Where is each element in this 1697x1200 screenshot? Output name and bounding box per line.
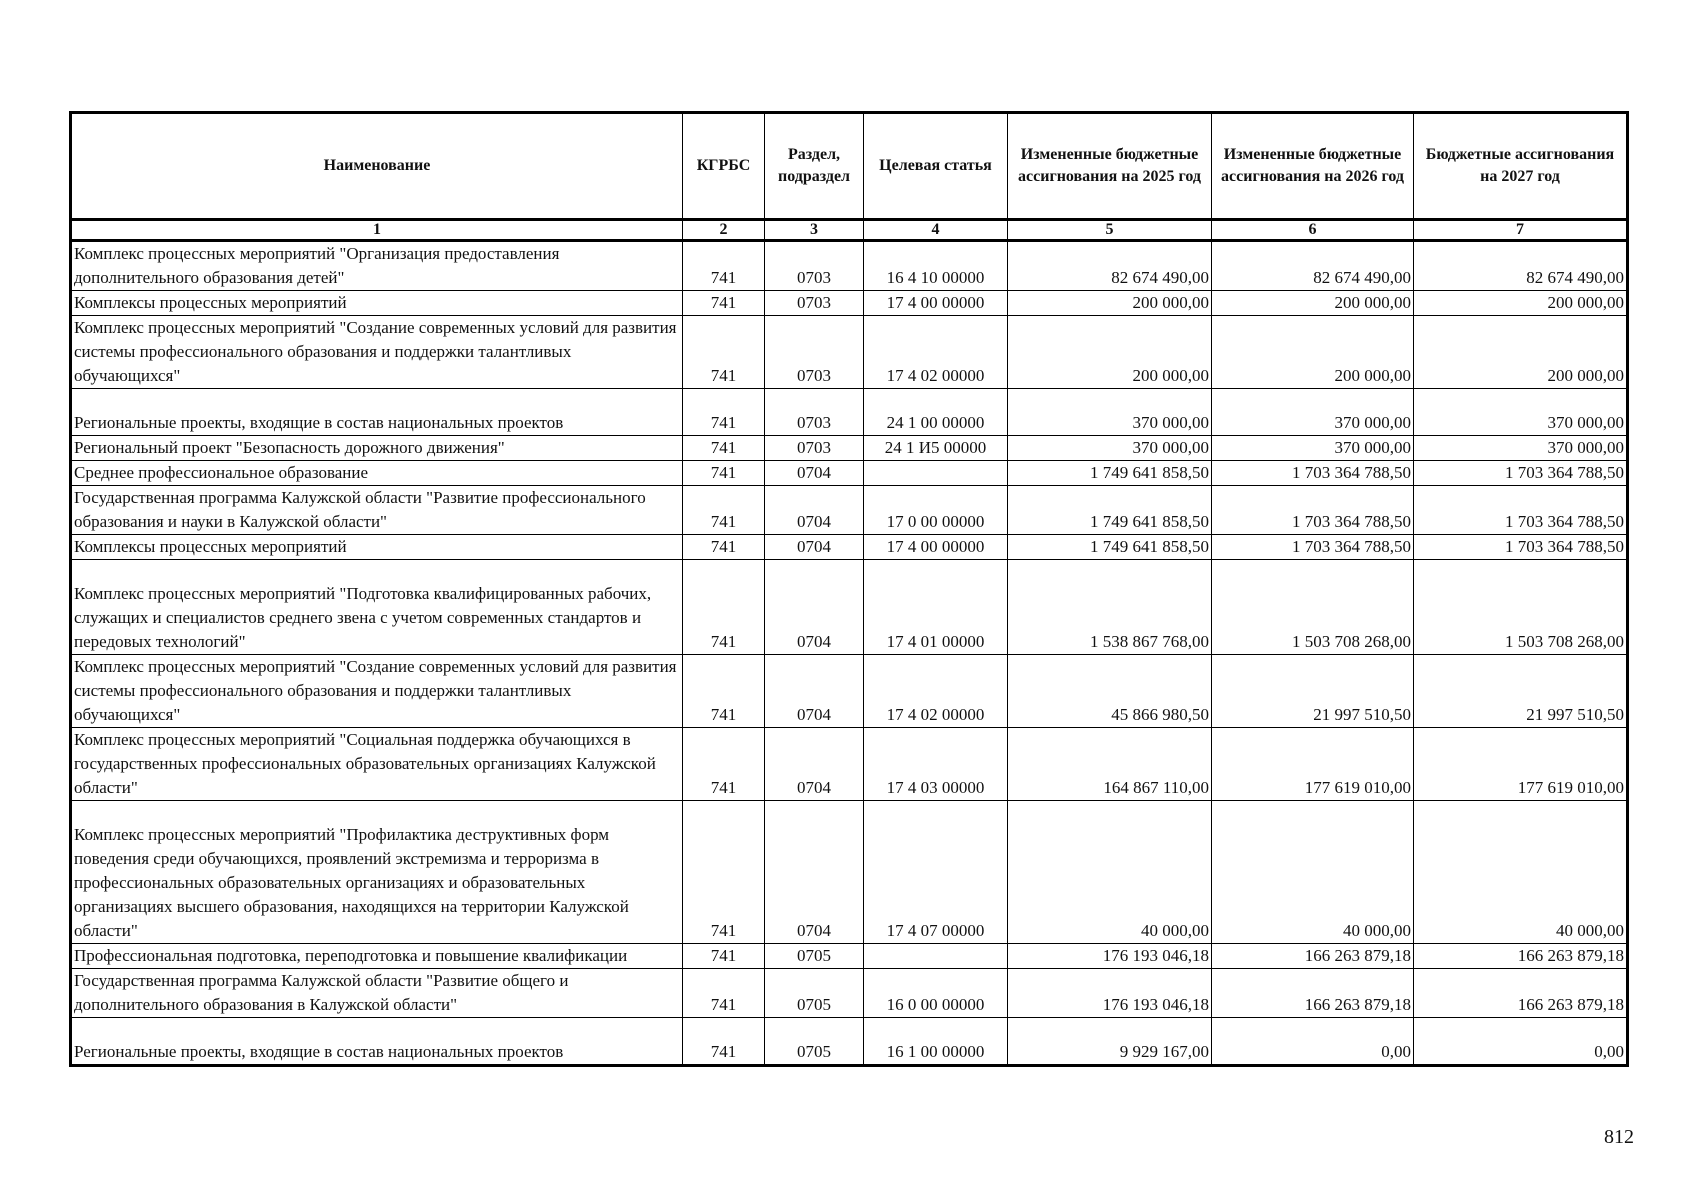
cell-razdel: 0703	[765, 436, 864, 461]
cell-razdel: 0704	[765, 560, 864, 655]
column-number-row	[71, 220, 1628, 241]
table-row	[71, 535, 1628, 560]
header-2025: Измененные бюджетные ассигнования на 2025 год	[1008, 113, 1212, 220]
table-body	[71, 241, 1628, 1066]
table-row	[71, 944, 1628, 969]
cell-celevaya: 24 1 И5 00000	[864, 436, 1008, 461]
cell-name: Государственная программа Калужской области "Развитие общего и дополнительного образования в Калужской области"	[71, 969, 683, 1018]
cell-razdel: 0703	[765, 389, 864, 436]
cell-kgrbs: 741	[683, 316, 765, 389]
cell-2027: 82 674 490,00	[1414, 241, 1628, 291]
cell-2026: 370 000,00	[1212, 436, 1414, 461]
header-name: Наименование	[71, 113, 683, 220]
cell-razdel: 0705	[765, 969, 864, 1018]
cell-2025: 370 000,00	[1008, 389, 1212, 436]
header-row	[71, 113, 1628, 220]
column-number: 6	[1212, 220, 1414, 241]
cell-celevaya: 24 1 00 00000	[864, 389, 1008, 436]
column-number: 7	[1414, 220, 1628, 241]
cell-kgrbs: 741	[683, 655, 765, 728]
cell-celevaya: 17 4 07 00000	[864, 801, 1008, 944]
cell-razdel: 0704	[765, 461, 864, 486]
column-number: 1	[71, 220, 683, 241]
cell-celevaya: 16 0 00 00000	[864, 969, 1008, 1018]
cell-name: Комплекс процессных мероприятий "Подготовка квалифицированных рабочих, служащих и специалистов среднего звена с учетом современных стандартов и передовых технологий"	[71, 560, 683, 655]
cell-name: Комплекс процессных мероприятий "Социальная поддержка обучающихся в государственных профессиональных образовательных организациях Калужской области"	[71, 728, 683, 801]
cell-2025: 370 000,00	[1008, 436, 1212, 461]
cell-razdel: 0703	[765, 316, 864, 389]
cell-razdel: 0704	[765, 486, 864, 535]
header-celevaya: Целевая статья	[864, 113, 1008, 220]
cell-2027: 200 000,00	[1414, 316, 1628, 389]
cell-2027: 370 000,00	[1414, 436, 1628, 461]
cell-2025: 164 867 110,00	[1008, 728, 1212, 801]
cell-2027: 177 619 010,00	[1414, 728, 1628, 801]
table-row	[71, 486, 1628, 535]
cell-2026: 21 997 510,50	[1212, 655, 1414, 728]
cell-2027: 21 997 510,50	[1414, 655, 1628, 728]
cell-celevaya: 16 4 10 00000	[864, 241, 1008, 291]
cell-kgrbs: 741	[683, 728, 765, 801]
column-number: 5	[1008, 220, 1212, 241]
cell-2026: 82 674 490,00	[1212, 241, 1414, 291]
table-row	[71, 1018, 1628, 1066]
cell-2025: 9 929 167,00	[1008, 1018, 1212, 1066]
cell-2027: 1 503 708 268,00	[1414, 560, 1628, 655]
cell-name: Государственная программа Калужской области "Развитие профессионального образования и науки в Калужской области"	[71, 486, 683, 535]
budget-table-container	[69, 111, 1626, 1067]
cell-razdel: 0703	[765, 241, 864, 291]
cell-celevaya: 17 4 02 00000	[864, 316, 1008, 389]
header-razdel: Раздел, подраздел	[765, 113, 864, 220]
page-number: 812	[1604, 1126, 1634, 1148]
cell-2027: 40 000,00	[1414, 801, 1628, 944]
column-number: 2	[683, 220, 765, 241]
cell-name: Профессиональная подготовка, переподготовка и повышение квалификации	[71, 944, 683, 969]
column-number: 4	[864, 220, 1008, 241]
cell-2025: 1 749 641 858,50	[1008, 461, 1212, 486]
cell-razdel: 0704	[765, 728, 864, 801]
cell-2026: 166 263 879,18	[1212, 969, 1414, 1018]
cell-kgrbs: 741	[683, 291, 765, 316]
cell-2026: 40 000,00	[1212, 801, 1414, 944]
cell-celevaya	[864, 461, 1008, 486]
cell-kgrbs: 741	[683, 969, 765, 1018]
cell-celevaya: 17 4 01 00000	[864, 560, 1008, 655]
table-row	[71, 389, 1628, 436]
cell-name: Региональные проекты, входящие в состав национальных проектов	[71, 389, 683, 436]
cell-name: Региональный проект "Безопасность дорожного движения"	[71, 436, 683, 461]
cell-celevaya: 17 4 03 00000	[864, 728, 1008, 801]
cell-razdel: 0703	[765, 291, 864, 316]
cell-kgrbs: 741	[683, 944, 765, 969]
cell-2027: 200 000,00	[1414, 291, 1628, 316]
cell-2027: 166 263 879,18	[1414, 944, 1628, 969]
cell-kgrbs: 741	[683, 389, 765, 436]
cell-name: Комплекс процессных мероприятий "Создание современных условий для развития системы профессионального образования и поддержки талантливых обучающихся"	[71, 655, 683, 728]
cell-name: Комплексы процессных мероприятий	[71, 291, 683, 316]
cell-2026: 0,00	[1212, 1018, 1414, 1066]
header-2027: Бюджетные ассигнования на 2027 год	[1414, 113, 1628, 220]
cell-razdel: 0704	[765, 535, 864, 560]
cell-2026: 1 503 708 268,00	[1212, 560, 1414, 655]
table-row	[71, 241, 1628, 291]
cell-kgrbs: 741	[683, 560, 765, 655]
cell-celevaya: 17 4 00 00000	[864, 291, 1008, 316]
cell-2026: 200 000,00	[1212, 316, 1414, 389]
cell-2027: 1 703 364 788,50	[1414, 461, 1628, 486]
table-row	[71, 969, 1628, 1018]
cell-2025: 176 193 046,18	[1008, 944, 1212, 969]
cell-kgrbs: 741	[683, 436, 765, 461]
cell-2025: 1 538 867 768,00	[1008, 560, 1212, 655]
cell-2025: 176 193 046,18	[1008, 969, 1212, 1018]
cell-name: Комплекс процессных мероприятий "Организация предоставления дополнительного образования детей"	[71, 241, 683, 291]
cell-name: Среднее профессиональное образование	[71, 461, 683, 486]
cell-razdel: 0704	[765, 655, 864, 728]
cell-2026: 1 703 364 788,50	[1212, 486, 1414, 535]
header-kgrbs: КГРБС	[683, 113, 765, 220]
cell-2027: 1 703 364 788,50	[1414, 535, 1628, 560]
cell-kgrbs: 741	[683, 801, 765, 944]
column-number: 3	[765, 220, 864, 241]
cell-celevaya: 17 4 00 00000	[864, 535, 1008, 560]
cell-celevaya: 17 4 02 00000	[864, 655, 1008, 728]
table-row	[71, 801, 1628, 944]
table-row	[71, 436, 1628, 461]
table-row	[71, 728, 1628, 801]
cell-kgrbs: 741	[683, 535, 765, 560]
cell-celevaya	[864, 944, 1008, 969]
budget-table	[69, 111, 1629, 1067]
cell-2027: 0,00	[1414, 1018, 1628, 1066]
header-2026: Измененные бюджетные ассигнования на 2026 год	[1212, 113, 1414, 220]
cell-2026: 166 263 879,18	[1212, 944, 1414, 969]
table-row	[71, 291, 1628, 316]
table-row	[71, 560, 1628, 655]
cell-2027: 370 000,00	[1414, 389, 1628, 436]
cell-kgrbs: 741	[683, 241, 765, 291]
cell-2026: 1 703 364 788,50	[1212, 461, 1414, 486]
table-row	[71, 316, 1628, 389]
cell-name: Комплекс процессных мероприятий "Профилактика деструктивных форм поведения среди обучающихся, проявлений экстремизма и терроризма в профессиональных образовательных организациях и образовательных организациях высшего образования, находящихся на территории Калужской области"	[71, 801, 683, 944]
cell-razdel: 0704	[765, 801, 864, 944]
cell-2026: 177 619 010,00	[1212, 728, 1414, 801]
cell-2026: 1 703 364 788,50	[1212, 535, 1414, 560]
cell-2025: 1 749 641 858,50	[1008, 486, 1212, 535]
cell-2025: 200 000,00	[1008, 316, 1212, 389]
cell-razdel: 0705	[765, 1018, 864, 1066]
cell-kgrbs: 741	[683, 461, 765, 486]
cell-celevaya: 16 1 00 00000	[864, 1018, 1008, 1066]
cell-2025: 45 866 980,50	[1008, 655, 1212, 728]
cell-kgrbs: 741	[683, 486, 765, 535]
cell-kgrbs: 741	[683, 1018, 765, 1066]
cell-name: Комплексы процессных мероприятий	[71, 535, 683, 560]
table-row	[71, 655, 1628, 728]
cell-2025: 200 000,00	[1008, 291, 1212, 316]
cell-2025: 1 749 641 858,50	[1008, 535, 1212, 560]
cell-2026: 200 000,00	[1212, 291, 1414, 316]
table-row	[71, 461, 1628, 486]
cell-name: Комплекс процессных мероприятий "Создание современных условий для развития системы профессионального образования и поддержки талантливых обучающихся"	[71, 316, 683, 389]
cell-name: Региональные проекты, входящие в состав национальных проектов	[71, 1018, 683, 1066]
cell-2027: 166 263 879,18	[1414, 969, 1628, 1018]
cell-2027: 1 703 364 788,50	[1414, 486, 1628, 535]
cell-2026: 370 000,00	[1212, 389, 1414, 436]
cell-razdel: 0705	[765, 944, 864, 969]
cell-celevaya: 17 0 00 00000	[864, 486, 1008, 535]
cell-2025: 82 674 490,00	[1008, 241, 1212, 291]
cell-2025: 40 000,00	[1008, 801, 1212, 944]
